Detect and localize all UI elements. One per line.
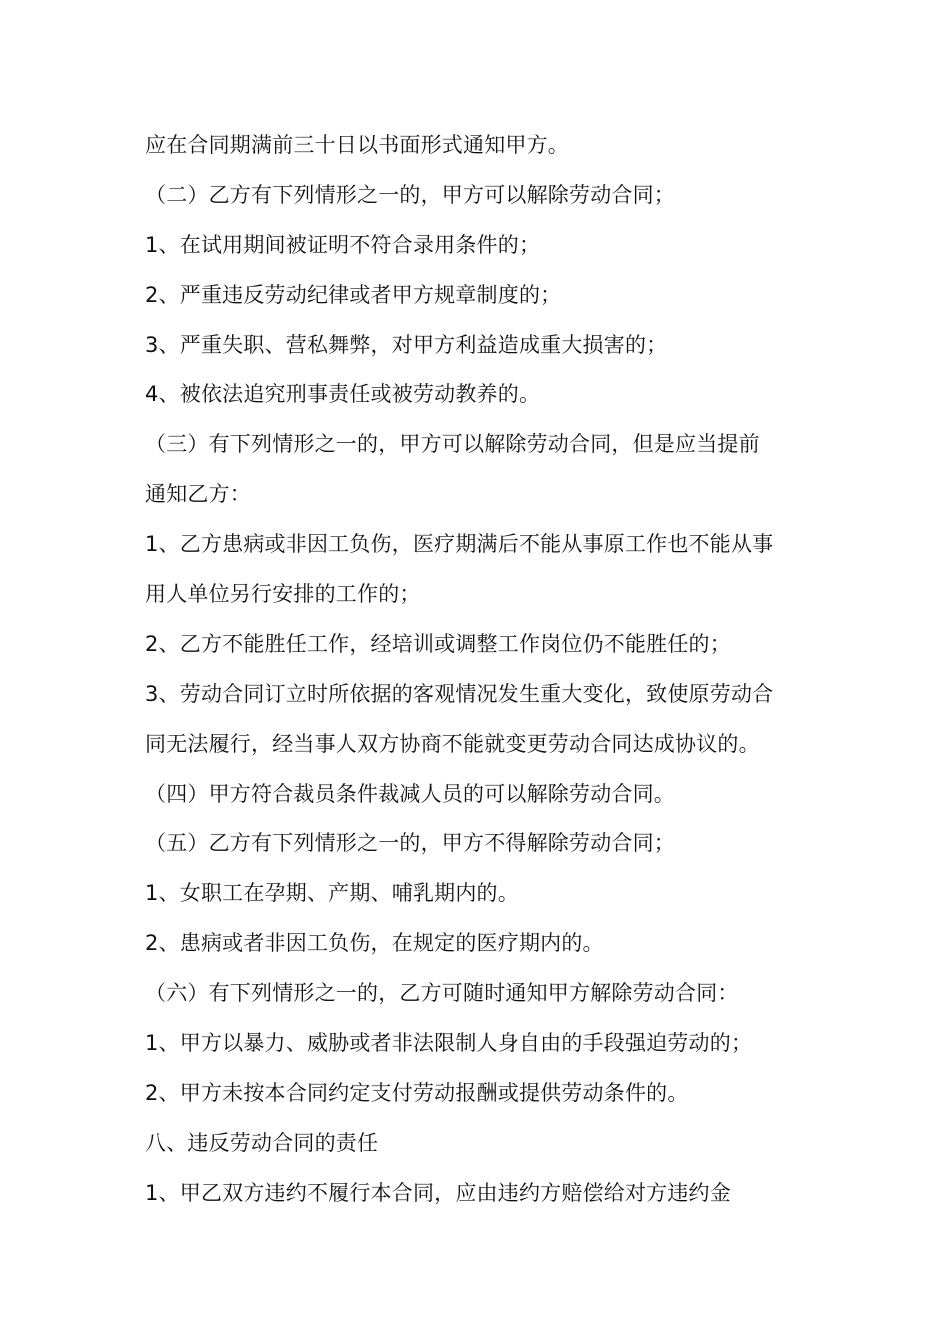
list-item: 1、乙方患病或非因工负伤，医疗期满后不能从事原工作也不能从事: [145, 532, 774, 557]
list-item: 3、劳动合同订立时所依据的客观情况发生重大变化，致使原劳动合: [145, 681, 774, 706]
paragraph-line: 应在合同期满前三十日以书面形式通知甲方。: [145, 133, 569, 157]
document-body: [145, 121, 825, 1219]
section-heading-two: （二）乙方有下列情形之一的，甲方可以解除劳动合同；: [145, 182, 675, 207]
list-item: 1、女职工在孕期、产期、哺乳期内的。: [145, 881, 519, 906]
list-item: 1、在试用期间被证明不符合录用条件的；: [145, 232, 541, 257]
paragraph-line: 通知乙方：: [145, 482, 251, 507]
section-heading-four: （四）甲方符合裁员条件裁减人员的可以解除劳动合同。: [145, 781, 675, 806]
paragraph-line: 同无法履行，经当事人双方协商不能就变更劳动合同达成协议的。: [145, 731, 760, 756]
list-item: 1、甲方以暴力、威胁或者非法限制人身自由的手段强迫劳动的；: [145, 1031, 753, 1056]
paragraph-line: 用人单位另行安排的工作的；: [145, 582, 421, 607]
list-item: 1、甲乙双方违约不履行本合同，应由违约方赔偿给对方违约金: [145, 1180, 731, 1205]
list-item: 2、患病或者非因工负伤，在规定的医疗期内的。: [145, 931, 604, 956]
list-item: 3、严重失职、营私舞弊，对甲方利益造成重大损害的；: [145, 332, 668, 357]
list-item: 2、严重违反劳动纪律或者甲方规章制度的；: [145, 282, 562, 307]
list-item: 2、甲方未按本合同约定支付劳动报酬或提供劳动条件的。: [145, 1080, 689, 1105]
section-heading-five: （五）乙方有下列情形之一的，甲方不得解除劳动合同；: [145, 831, 675, 856]
list-item: 4、被依法追究刑事责任或被劳动教养的。: [145, 382, 541, 407]
section-heading-eight: 八、违反劳动合同的责任: [145, 1130, 379, 1155]
section-heading-three: （三）有下列情形之一的，甲方可以解除劳动合同，但是应当提前: [145, 432, 760, 457]
list-item: 2、乙方不能胜任工作，经培训或调整工作岗位仍不能胜任的；: [145, 631, 731, 656]
section-heading-six: （六）有下列情形之一的，乙方可随时通知甲方解除劳动合同：: [145, 981, 739, 1006]
